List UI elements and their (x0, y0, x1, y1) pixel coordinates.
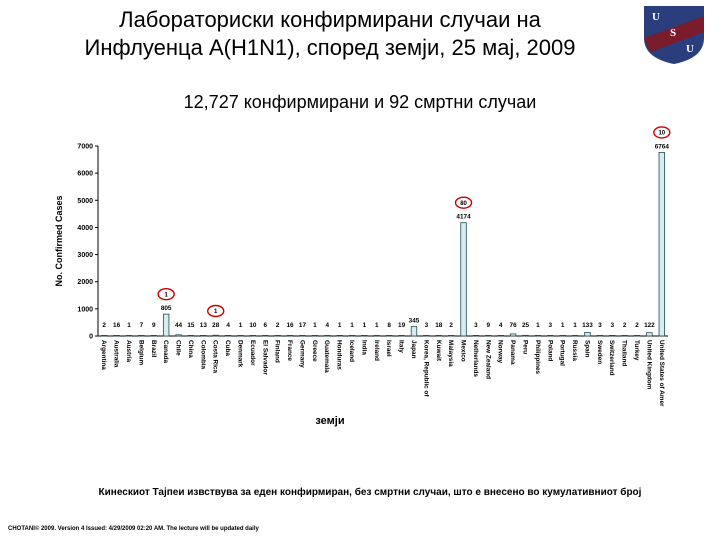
copyright-footer: CHOTANI© 2009. Version 4 Issued: 4/29/2009 02:20 AM. The lecture will be updated daily (8, 526, 259, 532)
bar (411, 327, 417, 336)
x-tick-label: Guatemala (323, 340, 331, 373)
data-label: 4 (226, 322, 230, 329)
bar (349, 335, 355, 336)
bar (324, 335, 330, 336)
x-tick-label: Australia (112, 340, 120, 368)
x-tick-label: Iceland (348, 340, 356, 363)
x-tick-label: China (186, 340, 194, 358)
data-label: 4 (325, 322, 330, 329)
data-label: 1 (238, 322, 243, 329)
x-tick-label: El Salvador (261, 340, 269, 375)
x-tick-label: Ireland (372, 340, 380, 361)
bar (523, 335, 529, 336)
data-label: 76 (509, 322, 517, 329)
y-tick-label: 6000 (77, 170, 93, 178)
bar (399, 335, 405, 336)
data-label: 15 (187, 322, 195, 329)
x-tick-label: Peru (521, 340, 529, 355)
bar (647, 333, 653, 336)
data-label: 4174 (456, 213, 471, 221)
bar (213, 335, 219, 336)
x-tick-label: Kuwait (434, 340, 442, 361)
data-label: 9 (151, 322, 156, 329)
chart-labels (100, 127, 670, 407)
bar (659, 152, 665, 336)
x-tick-label: Poland (546, 340, 554, 362)
data-label: 2 (622, 322, 627, 329)
bar (201, 335, 207, 336)
x-tick-label: Spain (583, 340, 591, 358)
data-label: 1 (337, 322, 342, 329)
bar (572, 335, 578, 336)
logo-letter-2: S (670, 27, 677, 39)
data-label: 1 (536, 322, 540, 329)
x-tick-label: Malaysia (447, 340, 455, 367)
data-label: 25 (521, 322, 530, 329)
bar (535, 335, 541, 336)
bar (225, 335, 231, 336)
title-line-1: Лабораториски конфирмирани случаи на (119, 7, 541, 32)
x-tick-label: Costa Rica (211, 340, 219, 374)
bar (510, 334, 516, 336)
x-tick-label: Denmark (236, 340, 244, 368)
x-tick-label: Brazil (149, 340, 157, 358)
data-label: 6764 (654, 143, 669, 151)
x-tick-label: Cuba (224, 340, 232, 356)
data-label: 3 (548, 322, 553, 329)
data-label: 16 (286, 322, 294, 329)
data-label: 44 (174, 322, 183, 329)
x-tick-label: Norway (496, 340, 504, 364)
x-tick-label: New Zealand (484, 340, 492, 380)
y-axis-title: No. Confirmed Cases (54, 195, 64, 287)
data-label: 2 (635, 322, 639, 329)
chart-bars (101, 152, 664, 336)
bar (188, 335, 194, 336)
title-line-2: Инфлуенца А(H1N1), според земји, 25 мај, 2009 (84, 35, 576, 60)
bar (114, 335, 120, 336)
data-label: 19 (398, 322, 406, 329)
x-tick-label: Finland (273, 340, 281, 363)
x-tick-label: Canada (162, 340, 170, 364)
x-tick-label: Philippines (533, 340, 541, 375)
bar (386, 335, 392, 336)
bar (374, 335, 380, 336)
data-label: 2 (275, 322, 280, 329)
x-tick-label: Chile (174, 340, 182, 356)
death-count-label: 10 (658, 130, 666, 137)
bar (362, 335, 368, 336)
x-tick-label: Russia (571, 340, 579, 361)
data-label: 1 (350, 322, 354, 329)
x-tick-label: Sweden (595, 340, 603, 365)
data-label: 3 (474, 322, 478, 329)
bar (101, 335, 107, 336)
data-label: 805 (160, 305, 172, 313)
x-tick-label: Japan (409, 340, 417, 359)
bar (151, 335, 157, 336)
bar (486, 335, 492, 336)
data-label: 3 (424, 322, 429, 329)
x-axis-title: земји (315, 415, 345, 427)
bar (300, 335, 306, 336)
bar (585, 332, 591, 336)
data-label: 2 (449, 322, 453, 329)
x-tick-label: United Kingdom (645, 340, 653, 390)
data-label: 1 (375, 322, 379, 329)
x-tick-label: Greece (310, 340, 318, 362)
data-label: 16 (113, 322, 121, 329)
data-label: 1 (573, 322, 577, 329)
death-count-label: 1 (214, 309, 218, 316)
logo-letter-3: U (686, 43, 694, 55)
x-tick-label: Korea, Republic of (422, 340, 430, 397)
y-tick-label: 5000 (77, 197, 93, 205)
footnote: Кинескиот Тајпеи извствува за еден конфирмиран, без смртни случаи, што е внесено во кумулативниот број (98, 487, 642, 498)
bar (498, 335, 504, 336)
bar (139, 335, 145, 336)
x-tick-label: Switzerland (608, 340, 616, 376)
y-tick-label: 4000 (77, 224, 93, 232)
x-tick-label: Portugal (558, 340, 566, 366)
data-label: 133 (582, 322, 593, 329)
bar (287, 335, 293, 336)
y-tick-label: 2000 (77, 279, 93, 287)
data-label: 28 (212, 322, 220, 329)
data-label: 2 (102, 322, 106, 329)
bar (176, 335, 182, 336)
x-tick-label: Ecuador (248, 340, 256, 366)
x-tick-label: Colombia (199, 340, 207, 370)
x-tick-label: United States of Amer (657, 340, 665, 407)
y-tick-label: 3000 (77, 252, 93, 260)
chart-subtitle: 12,727 конфирмирани и 92 смртни случаи (183, 92, 537, 112)
death-count-label: 1 (164, 292, 168, 299)
bar (448, 335, 454, 336)
bar (337, 335, 343, 336)
x-tick-label: France (286, 340, 294, 361)
bar (436, 335, 442, 336)
bar (609, 335, 615, 336)
bar (275, 335, 281, 336)
bar (560, 335, 566, 336)
x-tick-label: Argentina (100, 340, 108, 370)
data-label: 8 (387, 322, 391, 329)
bar (262, 335, 268, 336)
x-tick-label: India (360, 340, 368, 355)
data-label: 4 (498, 322, 503, 329)
death-count-label: 80 (460, 200, 467, 207)
data-label: 345 (408, 317, 420, 325)
data-label: 7 (139, 322, 144, 329)
bar (163, 314, 169, 336)
bar (126, 335, 132, 336)
bar (547, 335, 553, 336)
data-label: 1 (362, 322, 367, 329)
data-label: 6 (263, 322, 268, 329)
data-label: 122 (644, 322, 655, 329)
y-tick-label: 0 (89, 333, 93, 341)
x-tick-label: Netherlands (471, 340, 479, 377)
data-label: 1 (560, 322, 565, 329)
bar (250, 335, 256, 336)
bar (597, 335, 603, 336)
x-tick-label: Austria (124, 340, 132, 363)
x-tick-label: Mexico (459, 340, 467, 362)
y-tick-label: 7000 (77, 143, 93, 151)
x-tick-label: Honduras (335, 340, 343, 370)
x-tick-label: Belgium (137, 340, 145, 366)
bar (473, 335, 479, 336)
y-tick-label: 1000 (77, 306, 93, 314)
x-tick-label: Israel (385, 340, 393, 357)
logo-letter-1: U (652, 11, 660, 23)
x-tick-label: Panama (509, 340, 517, 365)
data-label: 3 (610, 322, 615, 329)
data-label: 17 (298, 322, 307, 329)
x-tick-label: Italy (397, 340, 405, 353)
data-label: 3 (598, 322, 602, 329)
bar (238, 335, 244, 336)
data-label: 18 (435, 322, 443, 329)
bar (312, 335, 318, 336)
x-tick-label: Turkey (633, 340, 641, 361)
bar (622, 335, 628, 336)
data-label: 10 (249, 322, 257, 329)
bar (634, 335, 640, 336)
bar (424, 335, 430, 336)
data-label: 1 (127, 322, 131, 329)
x-tick-label: Thailand (620, 340, 628, 367)
x-tick-label: Germany (298, 340, 306, 368)
bar (461, 223, 467, 336)
data-label: 13 (199, 322, 207, 329)
data-label: 1 (313, 322, 317, 329)
data-label: 9 (486, 322, 491, 329)
